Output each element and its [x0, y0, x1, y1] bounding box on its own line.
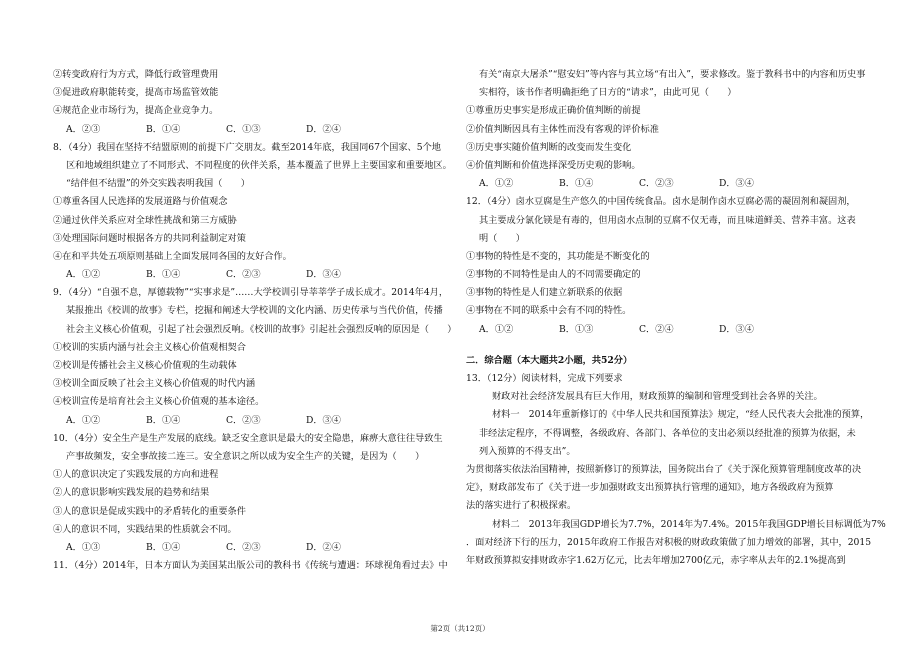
answer-option: A．②③: [66, 123, 101, 135]
answer-options: [53, 266, 453, 284]
answer-option: D．③④: [306, 414, 341, 426]
text-line: ．面对经济下行的压力，2015年政府工作报告对积极的财政政策做了加力增效的部署，其中，2015: [466, 536, 872, 548]
answer-option: B．①④: [146, 123, 181, 135]
text-line: 定》，财政部发布了《关于进一步加强财政支出预算执行管理的通知》，地方各级政府为预算: [466, 482, 834, 494]
answer-option: C．②③: [226, 269, 261, 281]
text-line: ③校训全面反映了社会主义核心价值观的时代内涵: [53, 378, 256, 390]
text-line: ④人的意识不同，实践结果的性质就会不同。: [53, 523, 237, 535]
text-line: ④在和平共处五项原则基础上全面发展同各国的友好合作。: [53, 250, 292, 262]
answer-option: D．②④: [306, 541, 341, 553]
text-line: 社会主义核心价值观，引起了社会强烈反响。《校训的故事》引起社会强烈反响的原因是（ ）: [66, 323, 457, 335]
answer-option: A．①②: [66, 269, 101, 281]
text-line: ①校训的实质内涵与社会主义核心价值观相契合: [53, 341, 246, 353]
left-column: [53, 66, 457, 575]
answer-option: B．①④: [146, 414, 181, 426]
answer-option: C．①③: [226, 123, 261, 135]
text-line: 12．（4分）卤水豆腐是生产悠久的中国传统食品。卤水是制作卤水豆腐必需的凝固剂和凝固剂，: [466, 196, 856, 208]
text-line: 材料一 2014年重新修订的《中华人民共和国预算法》规定，“经人民代表大会批准的预算，: [492, 409, 870, 421]
answer-option: D．③④: [306, 269, 341, 281]
text-line: 某报推出《校训的故事》专栏，挖掘和阐述大学校训的文化内涵、历史传承与当代价值，传播: [66, 305, 443, 317]
answer-option: A．①②: [66, 414, 101, 426]
text-line: 材料二 2013年我国GDP增长为7.7%，2014年为7.4%。2015年我国GDP增长目标调低为7%: [492, 518, 886, 530]
text-line: ③人的意识是促成实践中的矛盾转化的重要条件: [53, 505, 246, 517]
answer-option: A．①②: [479, 178, 514, 190]
text-line: 为贯彻落实依法治国精神，按照新修订的预算法，国务院出台了《关于深化预算管理制度改革的决: [466, 463, 862, 475]
text-line: ④价值判断和价值选择深受历史观的影响。: [466, 159, 641, 171]
text-line: 10．（4分）安全生产是生产发展的底线。缺乏安全意识是最大的安全隐患，麻痹大意往往导致生: [53, 432, 443, 444]
answer-option: A．①②: [479, 323, 514, 335]
text-line: 11．（4分）2014年，日本方面认为美国某出版公司的教科书《传统与遭遇：环球视角看过去》中: [53, 560, 448, 572]
spacer: [466, 339, 871, 352]
text-line: 法的落实进行了积极探索。: [466, 500, 577, 512]
text-line: ③促进政府职能转变，提高市场监管效能: [53, 87, 219, 99]
answer-options: [53, 539, 453, 557]
text-line: “结伴但不结盟”的外交实践表明我国（ ）: [66, 178, 250, 190]
text-line: ①尊重各国人民选择的发展道路与价值观念: [53, 196, 228, 208]
text-line: 区和地域组织建立了不同形式、不同程度的伙伴关系，基本覆盖了世界上主要国家和重要地区。: [66, 159, 452, 171]
text-line: 产事故频发，安全事故接二连三。安全意识之所以成为安全生产的关键，是因为（ ）: [66, 450, 425, 462]
text-line: 9．（4分）“自强不息，厚德载物”“实事求是”……大学校训引导莘莘学子成长成才。2014年4月，: [53, 287, 449, 299]
text-line: 有关“南京大屠杀”“慰安妇”等内容与其立场“有出入”，要求修改。鉴于教科书中的内容和历史事: [479, 69, 866, 80]
answer-options: [53, 412, 453, 430]
answer-options: [53, 121, 453, 139]
text-line: ③处理国际问题时根据各方的共同利益制定对策: [53, 232, 246, 244]
text-line: 8．（4分）我国在坚持不结盟原则的前提下广交朋友。截至2014年底，我国同67个国家、5个地: [53, 141, 441, 153]
text-line: ①事物的特性是不变的，其功能是不断变化的: [466, 250, 650, 262]
text-line: ②事物的不同特性是由人的不同需要确定的: [466, 269, 641, 281]
text-line: 13．（12分）阅读材料，完成下列要求: [466, 373, 623, 384]
text-line: ②价值判断因具有主体性而没有客观的评价标准: [466, 123, 659, 135]
text-line: 其主要成分氯化镁是有毒的，但用卤水点制的豆腐不仅无毒，而且味道鲜美、营养丰富。这表: [479, 214, 856, 226]
answer-option: C．②③: [226, 541, 261, 553]
section-heading: 二．综合题（本大题共2小题，共52分）: [466, 354, 633, 366]
right-column: [466, 66, 886, 570]
text-line: ③历史事实随价值判断的改变而发生变化: [466, 141, 632, 153]
text-line: ②人的意识影响实践发展的趋势和结果: [53, 487, 210, 499]
text-line: 实相符，该书作者明确拒绝了日方的“请求”，由此可见（ ）: [479, 87, 737, 99]
text-line: ②通过伙伴关系应对全球性挑战和第三方威胁: [53, 214, 237, 226]
text-line: ④事物在不同的联系中会有不同的特性。: [466, 305, 632, 317]
text-line: ①人的意识决定了实践发展的方向和进程: [53, 469, 219, 481]
answer-option: A．①③: [66, 541, 101, 553]
text-line: ④校训宣传是培育社会主义核心价值观的基本途径。: [53, 396, 265, 408]
answer-option: D．③④: [719, 323, 754, 335]
text-line: 年财政预算拟安排财政赤字1.62万亿元，比去年增加2700亿元，赤字率从去年的2.1%提高到: [466, 554, 846, 566]
text-line: ②校训是传播社会主义核心价值观的生动载体: [53, 360, 237, 371]
text-line: 明（ ）: [479, 232, 525, 244]
text-line: 非经法定程序，不得调整，各级政府、各部门、各单位的支出必须以经批准的预算为依据，未: [479, 427, 856, 439]
text-line: 财政对社会经济发展具有巨大作用，财政预算的编制和管理受到社会各界的关注。: [492, 391, 823, 403]
answer-options: [466, 321, 871, 339]
answer-option: B．①③: [559, 323, 594, 335]
text-line: ③事物的特性是人们建立新联系的依据: [466, 287, 623, 299]
text-line: ④规范企业市场行为，提高企业竞争力。: [53, 105, 219, 117]
answer-options: [466, 175, 871, 193]
answer-option: D．②④: [306, 123, 341, 135]
answer-option: C．②③: [639, 178, 674, 190]
answer-option: B．①④: [559, 178, 594, 190]
text-line: ①尊重历史事实是形成正确价值判断的前提: [466, 105, 641, 117]
answer-option: B．①④: [146, 269, 181, 281]
text-line: 列入预算的不得支出”。: [479, 445, 576, 457]
answer-option: C．②③: [226, 414, 261, 426]
page-footer: 第2页（共12页）: [430, 624, 490, 633]
answer-option: B．①④: [146, 541, 181, 553]
answer-option: C．②④: [639, 323, 674, 335]
text-line: ②转变政府行为方式，降低行政管理费用: [53, 69, 219, 80]
answer-option: D．③④: [719, 178, 754, 190]
